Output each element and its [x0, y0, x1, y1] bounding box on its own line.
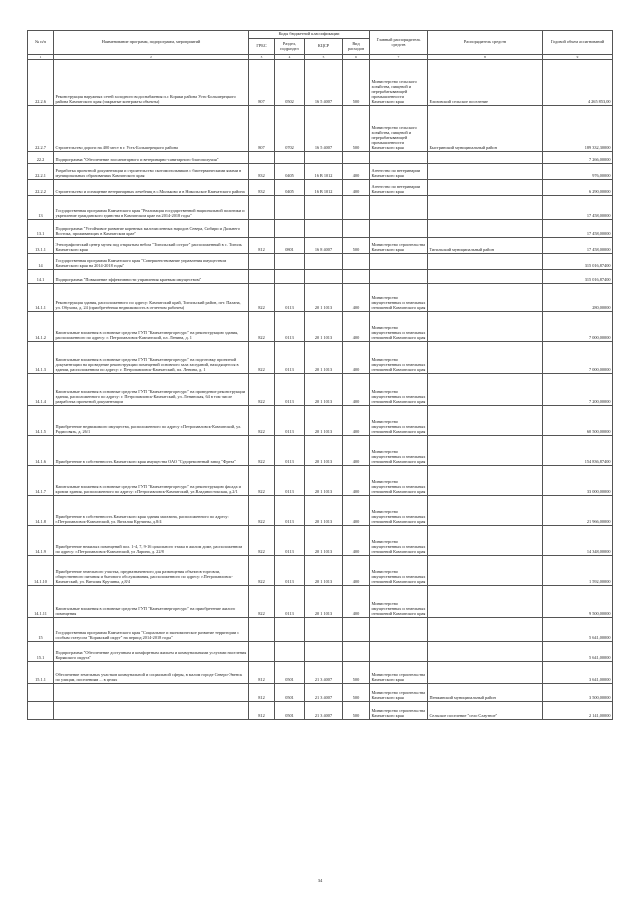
row-main-admin — [370, 220, 428, 238]
row-amount: 60 500,00000 — [543, 406, 613, 436]
row-grbs: 822 — [249, 466, 275, 496]
row-vid: 500 — [343, 106, 370, 152]
row-grbs — [249, 220, 275, 238]
row-ksr: 20 1 1013 — [305, 406, 343, 436]
row-amount: 7 000,00000 — [543, 342, 613, 374]
row-number: 14 — [28, 254, 54, 270]
table-row — [28, 406, 613, 436]
row-recipient — [428, 526, 543, 556]
table-row — [28, 164, 613, 180]
row-number: 14.1.6 — [28, 436, 54, 466]
row-grbs: 822 — [249, 586, 275, 618]
table-row — [28, 196, 613, 220]
row-razdel — [275, 152, 305, 164]
row-razdel: 0501 — [275, 702, 305, 720]
table-row — [28, 466, 613, 496]
row-razdel: 0405 — [275, 164, 305, 180]
row-amount: 189 332,30000 — [543, 106, 613, 152]
column-index: 6 — [343, 55, 370, 60]
row-main-admin: Министерство имущественных и земельных отношений Камчатского края — [370, 342, 428, 374]
row-number: 13 — [28, 196, 54, 220]
row-main-admin — [370, 618, 428, 642]
header-name: Наименование программ, подпрограмм, мероприятий — [54, 31, 249, 55]
row-main-admin — [370, 270, 428, 284]
row-ksr: 21 3 4007 — [305, 702, 343, 720]
table-row — [28, 270, 613, 284]
table-row — [28, 254, 613, 270]
row-name: Государственная программа Камчатского края "Реализация государственной национальной политики и укрепление гражданского единства в Камчатском крае на 2014-2018 годы" — [54, 196, 249, 220]
row-number: 22.2.2 — [28, 180, 54, 196]
row-grbs: 822 — [249, 312, 275, 342]
row-razdel: 0113 — [275, 556, 305, 586]
row-grbs — [249, 618, 275, 642]
row-razdel — [275, 254, 305, 270]
row-main-admin: Министерство имущественных и земельных отношений Камчатского края — [370, 436, 428, 466]
row-vid: 400 — [343, 180, 370, 196]
row-main-admin: Министерство сельского хозяйства, пищевой и перерабатывающей промышленности Камчатского края — [370, 60, 428, 106]
page-number: 34 — [317, 878, 323, 883]
row-recipient: Тигильский муниципальный район — [428, 238, 543, 254]
row-main-admin: Агентство по ветеринарии Камчатского края — [370, 164, 428, 180]
row-razdel: 0113 — [275, 284, 305, 312]
row-vid: 400 — [343, 526, 370, 556]
row-amount: 7 200,00000 — [543, 374, 613, 406]
row-name: Подпрограмма "Обеспечение зоосанитарного и ветеринарно-санитарного благополучия" — [54, 152, 249, 164]
row-number: 15 — [28, 618, 54, 642]
row-ksr: 20 1 1013 — [305, 466, 343, 496]
row-main-admin: Министерство строительства Камчатского края — [370, 662, 428, 684]
row-name: Реконструкция здания, расположенного по адресу: Камчатский край, Тигильский район, пгт. Палана, ул. Обухова, д. 24 (приобретённая недвижимость в отчетном рабочем) — [54, 284, 249, 312]
row-grbs: 822 — [249, 436, 275, 466]
row-number: 13.1 — [28, 220, 54, 238]
row-recipient — [428, 254, 543, 270]
row-vid: 400 — [343, 164, 370, 180]
row-main-admin: Министерство имущественных и земельных отношений Камчатского края — [370, 312, 428, 342]
row-razdel: 0113 — [275, 466, 305, 496]
row-main-admin: Министерство имущественных и земельных отношений Камчатского края — [370, 374, 428, 406]
row-recipient — [428, 342, 543, 374]
row-recipient — [428, 436, 543, 466]
row-number: 14.1.4 — [28, 374, 54, 406]
table-row — [28, 586, 613, 618]
row-grbs: 807 — [249, 106, 275, 152]
table-row — [28, 684, 613, 702]
row-number: 22.2 — [28, 152, 54, 164]
row-ksr: 20 1 1013 — [305, 496, 343, 526]
table-row — [28, 642, 613, 662]
row-razdel — [275, 642, 305, 662]
row-main-admin — [370, 642, 428, 662]
row-amount: 7 266,00000 — [543, 152, 613, 164]
row-main-admin: Агентство по ветеринарии Камчатского края — [370, 180, 428, 196]
row-vid: 400 — [343, 586, 370, 618]
table-row — [28, 618, 613, 642]
row-recipient — [428, 164, 543, 180]
row-grbs: 822 — [249, 556, 275, 586]
row-vid — [343, 196, 370, 220]
row-number: 14.1.10 — [28, 556, 54, 586]
row-name: Капитальные вложения в основные средства ГУП "Камчатэнергоресурс" на приобретение жилого помещения — [54, 586, 249, 618]
row-grbs — [249, 642, 275, 662]
row-recipient — [428, 642, 543, 662]
row-amount: 1 592,00000 — [543, 556, 613, 586]
row-vid: 400 — [343, 284, 370, 312]
row-razdel: 0405 — [275, 180, 305, 196]
row-vid: 400 — [343, 496, 370, 526]
row-grbs: 832 — [249, 180, 275, 196]
row-main-admin — [370, 254, 428, 270]
row-number: 14.1 — [28, 270, 54, 284]
row-grbs: 822 — [249, 406, 275, 436]
row-grbs: 822 — [249, 284, 275, 312]
row-ksr: 20 1 1013 — [305, 436, 343, 466]
row-ksr: 20 1 1013 — [305, 556, 343, 586]
row-name: Государственная программа Камчатского края "Совершенствование управления имуществом Камчатского края на 2014-2018 годы" — [54, 254, 249, 270]
row-vid — [343, 220, 370, 238]
row-name: Строительство и оснащение ветеринарных лечебниц в с.Мильково и в Никольское Камчатского района — [54, 180, 249, 196]
row-main-admin — [370, 196, 428, 220]
row-ksr — [305, 270, 343, 284]
row-main-admin: Министерство сельского хозяйства, пищевой и перерабатывающей промышленности Камчатского края — [370, 106, 428, 152]
row-main-admin: Министерство строительства Камчатского края — [370, 702, 428, 720]
row-name: Капитальные вложения в основные средства ГУП "Камчатэнергоресурс" на подготовку проектной документации на проведение реконструкции помещений основного зала заседаний, находящегося в здании, расположенном по адресу: г. Петропавловск-Камчатский, пл. Ленина, д. 1 — [54, 342, 249, 374]
row-amount: 2 141,00000 — [543, 702, 613, 720]
row-ksr — [305, 254, 343, 270]
row-grbs: 807 — [249, 60, 275, 106]
row-ksr: 20 1 1013 — [305, 374, 343, 406]
row-number: 14.1.2 — [28, 312, 54, 342]
row-recipient — [428, 312, 543, 342]
row-razdel: 0113 — [275, 496, 305, 526]
row-name: Капитальные вложения в основные средства ГУП "Камчатэнергоресурс" на проведение реконструкции здания, расположенного по адресу: г. Петропавловск-Камчатский, ул. Ленинская, 64 в том числе разработка проектной документации — [54, 374, 249, 406]
row-vid — [343, 152, 370, 164]
row-amount: 5 641,00000 — [543, 618, 613, 642]
row-recipient — [428, 270, 543, 284]
row-ksr: 20 1 1013 — [305, 526, 343, 556]
row-razdel: 0801 — [275, 238, 305, 254]
row-ksr — [305, 196, 343, 220]
row-vid: 400 — [343, 436, 370, 466]
row-vid: 500 — [343, 238, 370, 254]
table-row — [28, 106, 613, 152]
header-razdel: Раздел, подраздел — [275, 39, 305, 55]
column-index: 5 — [305, 55, 343, 60]
row-amount: 3 500,00000 — [543, 684, 613, 702]
table-row — [28, 436, 613, 466]
row-razdel: 0502 — [275, 60, 305, 106]
row-razdel — [275, 220, 305, 238]
row-main-admin — [370, 152, 428, 164]
row-amount: 4 265 853,00 — [543, 60, 613, 106]
row-amount: 6 290,00000 — [543, 180, 613, 196]
row-vid — [343, 642, 370, 662]
row-ksr: 21 3 4007 — [305, 662, 343, 684]
table-row — [28, 526, 613, 556]
row-amount: 315 016,87400 — [543, 270, 613, 284]
row-name: Этнографический центр музея под открытым небом "Тигильский острог" расположенный в с. Тигиль Камчатского края — [54, 238, 249, 254]
row-razdel: 0113 — [275, 526, 305, 556]
table-row — [28, 220, 613, 238]
row-vid — [343, 618, 370, 642]
row-vid: 500 — [343, 662, 370, 684]
header-ksr: КЦСР — [305, 39, 343, 55]
row-name: Капитальные вложения в основные средства ГУП "Камчатэнергоресурс" на реконструкцию фасада и кровли здания, расположенного по адресу: г.Петропавловск-Камчатский, ул.Владивостокская, д.2/1 — [54, 466, 249, 496]
row-vid: 500 — [343, 60, 370, 106]
row-amount: 17 458,00000 — [543, 196, 613, 220]
row-ksr: 20 1 1013 — [305, 342, 343, 374]
row-main-admin: Министерство имущественных и земельных отношений Камчатского края — [370, 406, 428, 436]
row-name: Реконструкция наружных сетей холодного водоснабжения п.с Коряки района Усть-Большерецкого района Камчатского края (закрытые контракты объекты) — [54, 60, 249, 106]
row-razdel: 0113 — [275, 436, 305, 466]
row-amount: 33 000,00000 — [543, 466, 613, 496]
table-row — [28, 496, 613, 526]
row-amount: 280,00000 — [543, 284, 613, 312]
row-main-admin: Министерство имущественных и земельных отношений Камчатского края — [370, 496, 428, 526]
row-name: Приобретение в собственность Камчатского края имущества ОАО "Судоремонтный завод "Фреза" — [54, 436, 249, 466]
row-name: Обеспечение земельных участков коммунальной и социальной сферы, в малом городе Северо-Эвенск по улицам, поселениям ... в целях — [54, 662, 249, 684]
row-name: Разработка проектной документации и строительство скотомогильников с биотермическими ямами в муниципальных образованиях Камчатского края — [54, 164, 249, 180]
row-main-admin: Министерство строительства Камчатского края — [370, 684, 428, 702]
row-number: 14.1.5 — [28, 406, 54, 436]
row-razdel — [275, 270, 305, 284]
row-grbs — [249, 196, 275, 220]
row-razdel: 0113 — [275, 586, 305, 618]
row-name: Капитальные вложения в основные средства ГУП "Камчатэнергоресурс" на реконструкцию здания, расположенного по адресу: г. Петропавловск-Камчатский, пл. Ленина, д. 1 — [54, 312, 249, 342]
table-body — [28, 60, 613, 720]
row-amount: 17 458,00000 — [543, 220, 613, 238]
row-amount: 21 966,00000 — [543, 496, 613, 526]
row-number: 22.2.6 — [28, 60, 54, 106]
row-recipient — [428, 152, 543, 164]
table-row — [28, 374, 613, 406]
row-name: Приобретение недвижимого имущества, расположенного по адресу г.Петропавловск-Камчатский, ул. Радиосвязь, д. 26/1 — [54, 406, 249, 436]
column-index: 4 — [275, 55, 305, 60]
table-row — [28, 702, 613, 720]
header-grbs: ГРБС — [249, 39, 275, 55]
row-amount: 17 458,00000 — [543, 238, 613, 254]
row-main-admin: Министерство имущественных и земельных отношений Камчатского края — [370, 586, 428, 618]
table-row — [28, 342, 613, 374]
row-grbs — [249, 270, 275, 284]
row-vid: 400 — [343, 406, 370, 436]
row-number: 14.1.1 — [28, 284, 54, 312]
row-razdel: 0113 — [275, 342, 305, 374]
table-row — [28, 312, 613, 342]
row-grbs: 822 — [249, 526, 275, 556]
header-codes: Коды бюджетной классификации — [249, 31, 370, 39]
row-number — [28, 684, 54, 702]
row-razdel — [275, 196, 305, 220]
row-razdel: 0113 — [275, 374, 305, 406]
column-index: 1 — [28, 55, 54, 60]
row-name: Подпрограмма "Устойчивое развитие коренных малочисленных народов Севера, Сибири и Дальнего Востока, проживающих в Камчатском крае" — [54, 220, 249, 238]
row-vid: 400 — [343, 312, 370, 342]
row-number: 22.2.1 — [28, 164, 54, 180]
row-recipient — [428, 618, 543, 642]
row-recipient — [428, 196, 543, 220]
row-recipient: Быстринский муниципальный район — [428, 106, 543, 152]
row-vid — [343, 270, 370, 284]
row-number: 15.1.1 — [28, 662, 54, 684]
row-vid: 400 — [343, 342, 370, 374]
table-row — [28, 284, 613, 312]
row-amount: 7 000,00000 — [543, 312, 613, 342]
row-name: Подпрограмма "Обеспечение доступным и комфортным жильем и коммунальными услугами населения Корякского округа" — [54, 642, 249, 662]
row-main-admin: Министерство имущественных и земельных отношений Камчатского края — [370, 466, 428, 496]
row-number: 13.1.1 — [28, 238, 54, 254]
row-amount: 14 348,00000 — [543, 526, 613, 556]
row-ksr: 20 1 1013 — [305, 586, 343, 618]
row-ksr — [305, 642, 343, 662]
row-vid: 400 — [343, 374, 370, 406]
row-recipient — [428, 220, 543, 238]
row-vid: 400 — [343, 466, 370, 496]
row-number: 14.1.7 — [28, 466, 54, 496]
row-grbs: 812 — [249, 684, 275, 702]
row-grbs: 822 — [249, 342, 275, 374]
row-grbs: 822 — [249, 374, 275, 406]
table-row — [28, 662, 613, 684]
row-amount: 9 500,00000 — [543, 586, 613, 618]
column-index: 3 — [249, 55, 275, 60]
row-number: 14.1.8 — [28, 496, 54, 526]
row-recipient: Сельское поселение "село Слаутное" — [428, 702, 543, 720]
column-index: 7 — [370, 55, 428, 60]
row-amount: 154 836,87400 — [543, 436, 613, 466]
row-razdel: 0113 — [275, 312, 305, 342]
row-name: Приобретение в собственность Камчатского края здания магазина, расположенного по адресу: г.Петропавловск-Камчатский, ул. Виталия Кручины, д.8/4 — [54, 496, 249, 526]
row-recipient: Елизовский сельское поселение — [428, 60, 543, 106]
row-recipient — [428, 466, 543, 496]
row-vid: 400 — [343, 556, 370, 586]
header-vid: Вид расходов — [343, 39, 370, 55]
header-main-admin: Главный распорядитель средств — [370, 31, 428, 55]
row-name: Государственная программа Камчатского края "Социальное и экономическое развитие территории с особым статусом "Корякский округ" на период 2014-2018 годы" — [54, 618, 249, 642]
row-main-admin: Министерство имущественных и земельных отношений Камчатского края — [370, 284, 428, 312]
row-recipient — [428, 556, 543, 586]
row-grbs: 812 — [249, 662, 275, 684]
table-row — [28, 152, 613, 164]
row-grbs: 822 — [249, 496, 275, 526]
row-name: Приобретение нежилых помещений пол. 1-4, 7, 9-16 цокольного этажа в жилом доме, расположенном по адресу: г.Петропавловск-Камчатский, ул Ларина, д. 22/8 — [54, 526, 249, 556]
row-grbs: 812 — [249, 702, 275, 720]
row-ksr: 20 1 1013 — [305, 284, 343, 312]
table-row — [28, 60, 613, 106]
row-name — [54, 684, 249, 702]
row-razdel — [275, 618, 305, 642]
row-ksr: 16 5 4007 — [305, 60, 343, 106]
row-name: Подпрограмма "Повышение эффективности управления краевым имуществом" — [54, 270, 249, 284]
row-main-admin: Министерство имущественных и земельных отношений Камчатского края — [370, 526, 428, 556]
row-ksr — [305, 618, 343, 642]
budget-table — [27, 30, 613, 720]
row-razdel: 0702 — [275, 106, 305, 152]
row-grbs: 832 — [249, 164, 275, 180]
row-recipient: Пенжинский муниципальный район — [428, 684, 543, 702]
row-grbs: 812 — [249, 238, 275, 254]
row-recipient — [428, 662, 543, 684]
row-number — [28, 702, 54, 720]
row-ksr: 16 5 4007 — [305, 106, 343, 152]
row-number: 14.1.11 — [28, 586, 54, 618]
header-recipient: Распорядитель средств — [428, 31, 543, 55]
row-razdel: 0113 — [275, 406, 305, 436]
row-amount: 3 641,00000 — [543, 662, 613, 684]
row-number: 14.1.3 — [28, 342, 54, 374]
row-amount: 976,00000 — [543, 164, 613, 180]
table-row — [28, 180, 613, 196]
row-ksr: 16 8 4007 — [305, 238, 343, 254]
column-index: 8 — [428, 55, 543, 60]
column-index: 9 — [543, 55, 613, 60]
row-ksr: 16 В 1012 — [305, 164, 343, 180]
row-recipient — [428, 284, 543, 312]
row-ksr — [305, 152, 343, 164]
row-number: 22.2.7 — [28, 106, 54, 152]
row-name: Приобретение земельного участка, предназначенного для размещения объектов торговли, общественного питания и бытового обслуживания, расположенного по адресу: г.Петропавловск-Камчатский, ул. Виталия Кручины, д.8/4 — [54, 556, 249, 586]
row-recipient — [428, 586, 543, 618]
table-row — [28, 556, 613, 586]
row-razdel: 0501 — [275, 662, 305, 684]
row-amount: 5 641,00000 — [543, 642, 613, 662]
row-recipient — [428, 180, 543, 196]
row-main-admin: Министерство строительства Камчатского края — [370, 238, 428, 254]
row-number: 15.1 — [28, 642, 54, 662]
row-vid: 500 — [343, 702, 370, 720]
row-ksr: 16 В 1012 — [305, 180, 343, 196]
header-num: № п/п — [28, 31, 54, 55]
row-recipient — [428, 374, 543, 406]
row-grbs — [249, 254, 275, 270]
row-name — [54, 702, 249, 720]
row-name: Строительство дороги на 400 мест в г. Усть-Большерецкого района — [54, 106, 249, 152]
header-amount: Годовой объем ассигнований — [543, 31, 613, 55]
row-ksr: 20 1 1013 — [305, 312, 343, 342]
row-recipient — [428, 406, 543, 436]
row-recipient — [428, 496, 543, 526]
table-row — [28, 238, 613, 254]
column-index: 2 — [54, 55, 249, 60]
row-ksr — [305, 220, 343, 238]
row-ksr: 21 3 4007 — [305, 684, 343, 702]
row-main-admin: Министерство имущественных и земельных отношений Камчатского края — [370, 556, 428, 586]
row-number: 14.1.9 — [28, 526, 54, 556]
row-amount: 315 016,87400 — [543, 254, 613, 270]
row-razdel: 0501 — [275, 684, 305, 702]
row-vid — [343, 254, 370, 270]
row-vid: 500 — [343, 684, 370, 702]
row-grbs — [249, 152, 275, 164]
